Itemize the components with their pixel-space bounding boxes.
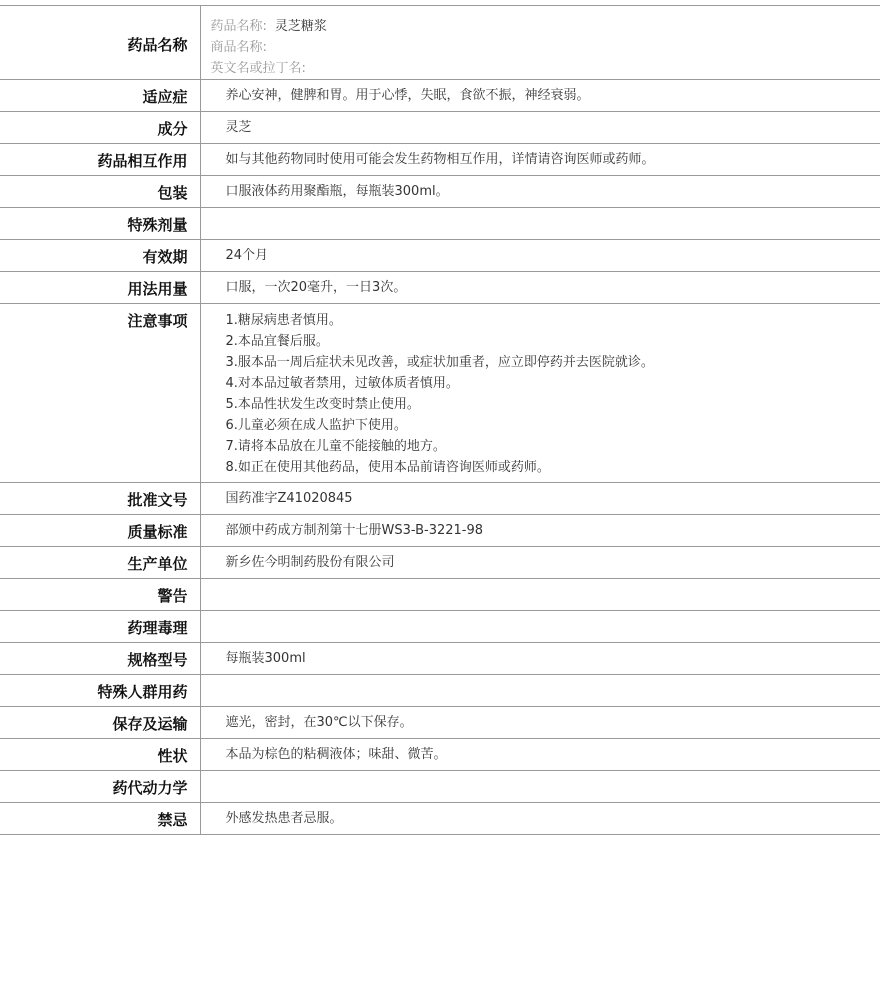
generic-name-value: 灵芝糖浆 [274, 19, 327, 34]
row-value: 如与其他药物同时使用可能会发生药物相互作用，详情请咨询医师或药师。 [200, 144, 880, 176]
generic-name-key: 药品名称: [210, 19, 267, 34]
row-value [200, 208, 880, 240]
row-label: 药理毒理 [0, 611, 200, 643]
row-pharmacokinetics [0, 771, 880, 803]
row-value: 每瓶装300ml [200, 643, 880, 675]
row-label: 批准文号 [0, 483, 200, 515]
row-value: 国药准字Z41020845 [200, 483, 880, 515]
row-approval-number [0, 483, 880, 515]
row-label: 生产单位 [0, 547, 200, 579]
row-label: 包装 [0, 176, 200, 208]
row-value: 养心安神，健脾和胃。用于心悸，失眠，食欲不振，神经衰弱。 [200, 80, 880, 112]
trade-name-key: 商品名称: [210, 40, 267, 55]
row-value: 本品为棕色的粘稠液体；味甜、微苦。 [200, 739, 880, 771]
row-packaging [0, 176, 880, 208]
latin-name-line [211, 58, 880, 79]
row-value: 新乡佐今明制药股份有限公司 [200, 547, 880, 579]
row-label: 药代动力学 [0, 771, 200, 803]
row-warning [0, 579, 880, 611]
row-label: 特殊剂量 [0, 208, 200, 240]
row-value [200, 611, 880, 643]
row-label: 药品相互作用 [0, 144, 200, 176]
precautions-list [200, 304, 880, 483]
row-value: 24个月 [200, 240, 880, 272]
row-manufacturer [0, 547, 880, 579]
row-label: 性状 [0, 739, 200, 771]
row-label: 适应症 [0, 80, 200, 112]
row-value: 遮光，密封，在30℃以下保存。 [200, 707, 880, 739]
row-value [200, 579, 880, 611]
list-item: 8.如正在使用其他药品，使用本品前请咨询医师或药师。 [225, 460, 550, 475]
row-value: 外感发热患者忌服。 [200, 803, 880, 835]
list-item: 6.儿童必须在成人监护下使用。 [225, 418, 407, 433]
row-usage-dosage [0, 272, 880, 304]
row-value [200, 771, 880, 803]
row-value [200, 675, 880, 707]
row-interactions [0, 144, 880, 176]
row-drug-name [0, 6, 880, 80]
row-label: 质量标准 [0, 515, 200, 547]
row-value: 口服，一次20毫升，一日3次。 [200, 272, 880, 304]
row-storage [0, 707, 880, 739]
row-label: 警告 [0, 579, 200, 611]
row-special-dosage [0, 208, 880, 240]
list-item: 7.请将本品放在儿童不能接触的地方。 [225, 439, 446, 454]
row-value: 灵芝 [200, 112, 880, 144]
row-label: 保存及运输 [0, 707, 200, 739]
row-label: 规格型号 [0, 643, 200, 675]
row-shelf-life [0, 240, 880, 272]
row-label: 成分 [0, 112, 200, 144]
list-item: 4.对本品过敏者禁用，过敏体质者慎用。 [225, 376, 459, 391]
row-appearance [0, 739, 880, 771]
row-contraindications [0, 803, 880, 835]
row-quality-standard [0, 515, 880, 547]
trade-name-line [211, 37, 880, 58]
row-value: 口服液体药用聚酯瓶，每瓶装300ml。 [200, 176, 880, 208]
list-item: 2.本品宜餐后服。 [225, 334, 329, 349]
row-pharmacology [0, 611, 880, 643]
row-label: 有效期 [0, 240, 200, 272]
row-value: 部颁中药成方制剂第十七册WS3-B-3221-98 [200, 515, 880, 547]
row-precautions [0, 304, 880, 483]
drug-name-values [200, 6, 880, 80]
row-label: 禁忌 [0, 803, 200, 835]
row-indications [0, 80, 880, 112]
row-label: 特殊人群用药 [0, 675, 200, 707]
row-specification [0, 643, 880, 675]
list-item: 5.本品性状发生改变时禁止使用。 [225, 397, 420, 412]
row-ingredients [0, 112, 880, 144]
drug-spec-table [0, 5, 880, 835]
row-special-populations [0, 675, 880, 707]
row-label: 注意事项 [0, 304, 200, 483]
latin-name-key: 英文名或拉丁名: [210, 61, 306, 76]
list-item: 3.服本品一周后症状未见改善，或症状加重者，应立即停药并去医院就诊。 [225, 355, 654, 370]
list-item: 1.糖尿病患者慎用。 [225, 313, 342, 328]
row-label: 用法用量 [0, 272, 200, 304]
row-label: 药品名称 [0, 6, 200, 80]
generic-name-line [211, 16, 880, 37]
